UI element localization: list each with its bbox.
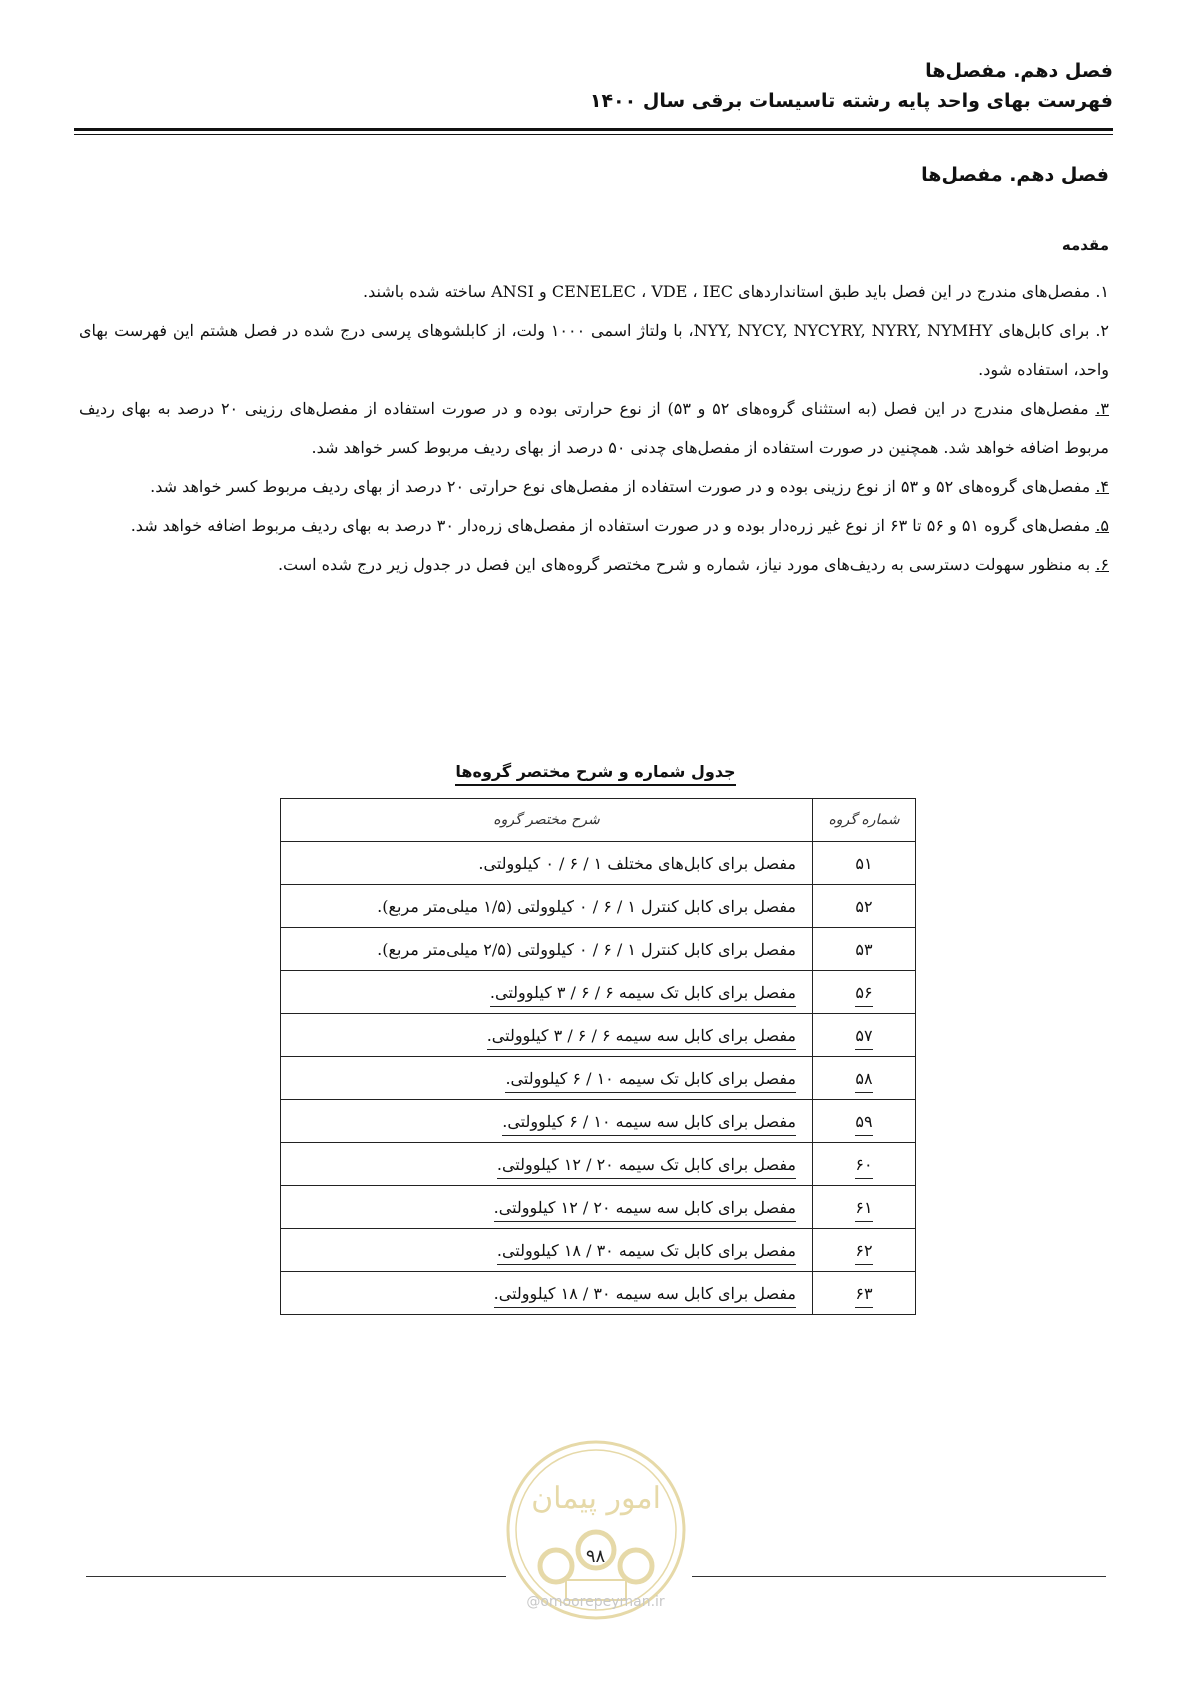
- group-number: ۵۲: [813, 885, 916, 928]
- paragraph-number: ۵.: [1095, 516, 1109, 535]
- table-row: [281, 1186, 916, 1229]
- group-number: ۵۸: [813, 1057, 916, 1100]
- column-header-number: شماره گروه: [813, 799, 916, 842]
- paragraph-4: [79, 467, 1109, 506]
- header-rule-thick: [74, 128, 1113, 131]
- group-description: مفصل برای کابل تک سیمه ۳۰ / ۱۸ کیلوولتی.: [281, 1229, 813, 1272]
- watermark-url: @omoorepeyman.ir: [526, 1594, 665, 1610]
- paragraph-number: ۶.: [1095, 555, 1109, 574]
- paragraph-1: [79, 272, 1109, 311]
- group-description: مفصل برای کابل تک سیمه ۲۰ / ۱۲ کیلوولتی.: [281, 1143, 813, 1186]
- paragraph-5: [79, 506, 1109, 545]
- paragraph-number: ۴.: [1095, 477, 1109, 496]
- footer-rule: [692, 1576, 1106, 1577]
- paragraph-number: ۲.: [1095, 321, 1110, 340]
- paragraph-text: مفصل‌های گروه ۵۱ و ۵۶ تا ۶۳ از نوع غیر زره‌دار بوده و در صورت استفاده از مفصل‌های زره‌دار ۳۰ درصد به بهای ردیف مربوط اضافه خواهد شد.: [130, 516, 1096, 535]
- paragraph-text: برای کابل‌های NYY, NYCY, NYCYRY, NYRY, NYMHY، با ولتاژ اسمی ۱۰۰۰ ولت، از کابلشوهای پرسی درج شده در فصل هشتم این فهرست بهای واحد، استفاده شود.: [79, 321, 1109, 379]
- intro-heading: مقدمه: [1061, 236, 1109, 254]
- footer-rule: [86, 1576, 506, 1577]
- page-number: ۹۸: [585, 1546, 606, 1567]
- paragraph-text: به منظور سهولت دسترسی به ردیف‌های مورد نیاز، شماره و شرح مختصر گروه‌های این فصل در جدول زیر درج شده است.: [277, 555, 1096, 574]
- group-description: مفصل برای کابل کنترل ۱ / ۶ / ۰ کیلوولتی (۲/۵ میلی‌متر مربع).: [281, 928, 813, 971]
- group-description: مفصل برای کابل سه سیمه ۶ / ۶ / ۳ کیلوولتی.: [281, 1014, 813, 1057]
- group-number: ۵۷: [813, 1014, 916, 1057]
- paragraph-number: ۱.: [1095, 282, 1109, 301]
- paragraph-2: [79, 311, 1109, 389]
- group-description: مفصل برای کابل تک سیمه ۶ / ۶ / ۳ کیلوولتی.: [281, 971, 813, 1014]
- table-row: [281, 928, 916, 971]
- paragraph-3: [79, 389, 1109, 467]
- group-number: ۶۱: [813, 1186, 916, 1229]
- paragraph-text: مفصل‌های مندرج در این فصل باید طبق استانداردهای CENELEC ، VDE ، IEC و ANSI ساخته شده باشند.: [363, 282, 1096, 301]
- table-row: [281, 885, 916, 928]
- seal-text: امور پیمان: [531, 1481, 661, 1516]
- groups-table: [280, 798, 916, 1315]
- table-row: [281, 1014, 916, 1057]
- group-number: ۵۹: [813, 1100, 916, 1143]
- group-number: ۵۳: [813, 928, 916, 971]
- header-rule-thin: [74, 134, 1113, 135]
- table-row: [281, 1057, 916, 1100]
- group-number: ۵۱: [813, 842, 916, 885]
- group-number: ۶۳: [813, 1272, 916, 1315]
- column-header-description: شرح مختصر گروه: [281, 799, 813, 842]
- table-row: [281, 842, 916, 885]
- table-row: [281, 1100, 916, 1143]
- group-number: ۶۰: [813, 1143, 916, 1186]
- group-description: مفصل برای کابل‌های مختلف ۱ / ۶ / ۰ کیلوولتی.: [281, 842, 813, 885]
- table-row: [281, 1143, 916, 1186]
- group-number: ۶۲: [813, 1229, 916, 1272]
- group-description: مفصل برای کابل سه سیمه ۳۰ / ۱۸ کیلوولتی.: [281, 1272, 813, 1315]
- table-row: [281, 1229, 916, 1272]
- group-description: مفصل برای کابل تک سیمه ۱۰ / ۶ کیلوولتی.: [281, 1057, 813, 1100]
- group-description: مفصل برای کابل کنترل ۱ / ۶ / ۰ کیلوولتی (۱/۵ میلی‌متر مربع).: [281, 885, 813, 928]
- table-row: [281, 971, 916, 1014]
- paragraph-number: ۳.: [1095, 399, 1110, 418]
- intro-paragraphs: [79, 272, 1109, 584]
- page-header: [73, 56, 1113, 116]
- group-description: مفصل برای کابل سه سیمه ۱۰ / ۶ کیلوولتی.: [281, 1100, 813, 1143]
- group-number: ۵۶: [813, 971, 916, 1014]
- header-subtitle: فهرست بهای واحد پایه رشته تاسیسات برقی سال ۱۴۰۰: [589, 90, 1113, 112]
- table-header-row: [281, 799, 916, 842]
- paragraph-6: [79, 545, 1109, 584]
- header-title: فصل دهم. مفصل‌ها: [925, 60, 1113, 82]
- paragraph-text: مفصل‌های گروه‌های ۵۲ و ۵۳ از نوع رزینی بوده و در صورت استفاده از مفصل‌های نوع حرارتی ۲۰ درصد از بهای ردیف مربوط کسر خواهد شد.: [150, 477, 1096, 496]
- chapter-heading: فصل دهم. مفصل‌ها: [921, 164, 1109, 186]
- paragraph-text: مفصل‌های مندرج در این فصل (به استثنای گروه‌های ۵۲ و ۵۳) از نوع حرارتی بوده و در صورت استفاده از مفصل‌های رزینی ۲۰ درصد به بهای ردیف مربوط اضافه خواهد شد. همچنین در صورت استفاده از مفصل‌های چدنی ۵۰ درصد از بهای ردیف مربوط کسر خواهد شد.: [79, 399, 1109, 457]
- table-row: [281, 1272, 916, 1315]
- group-description: مفصل برای کابل سه سیمه ۲۰ / ۱۲ کیلوولتی.: [281, 1186, 813, 1229]
- table-title: جدول شماره و شرح مختصر گروه‌ها: [0, 762, 1191, 781]
